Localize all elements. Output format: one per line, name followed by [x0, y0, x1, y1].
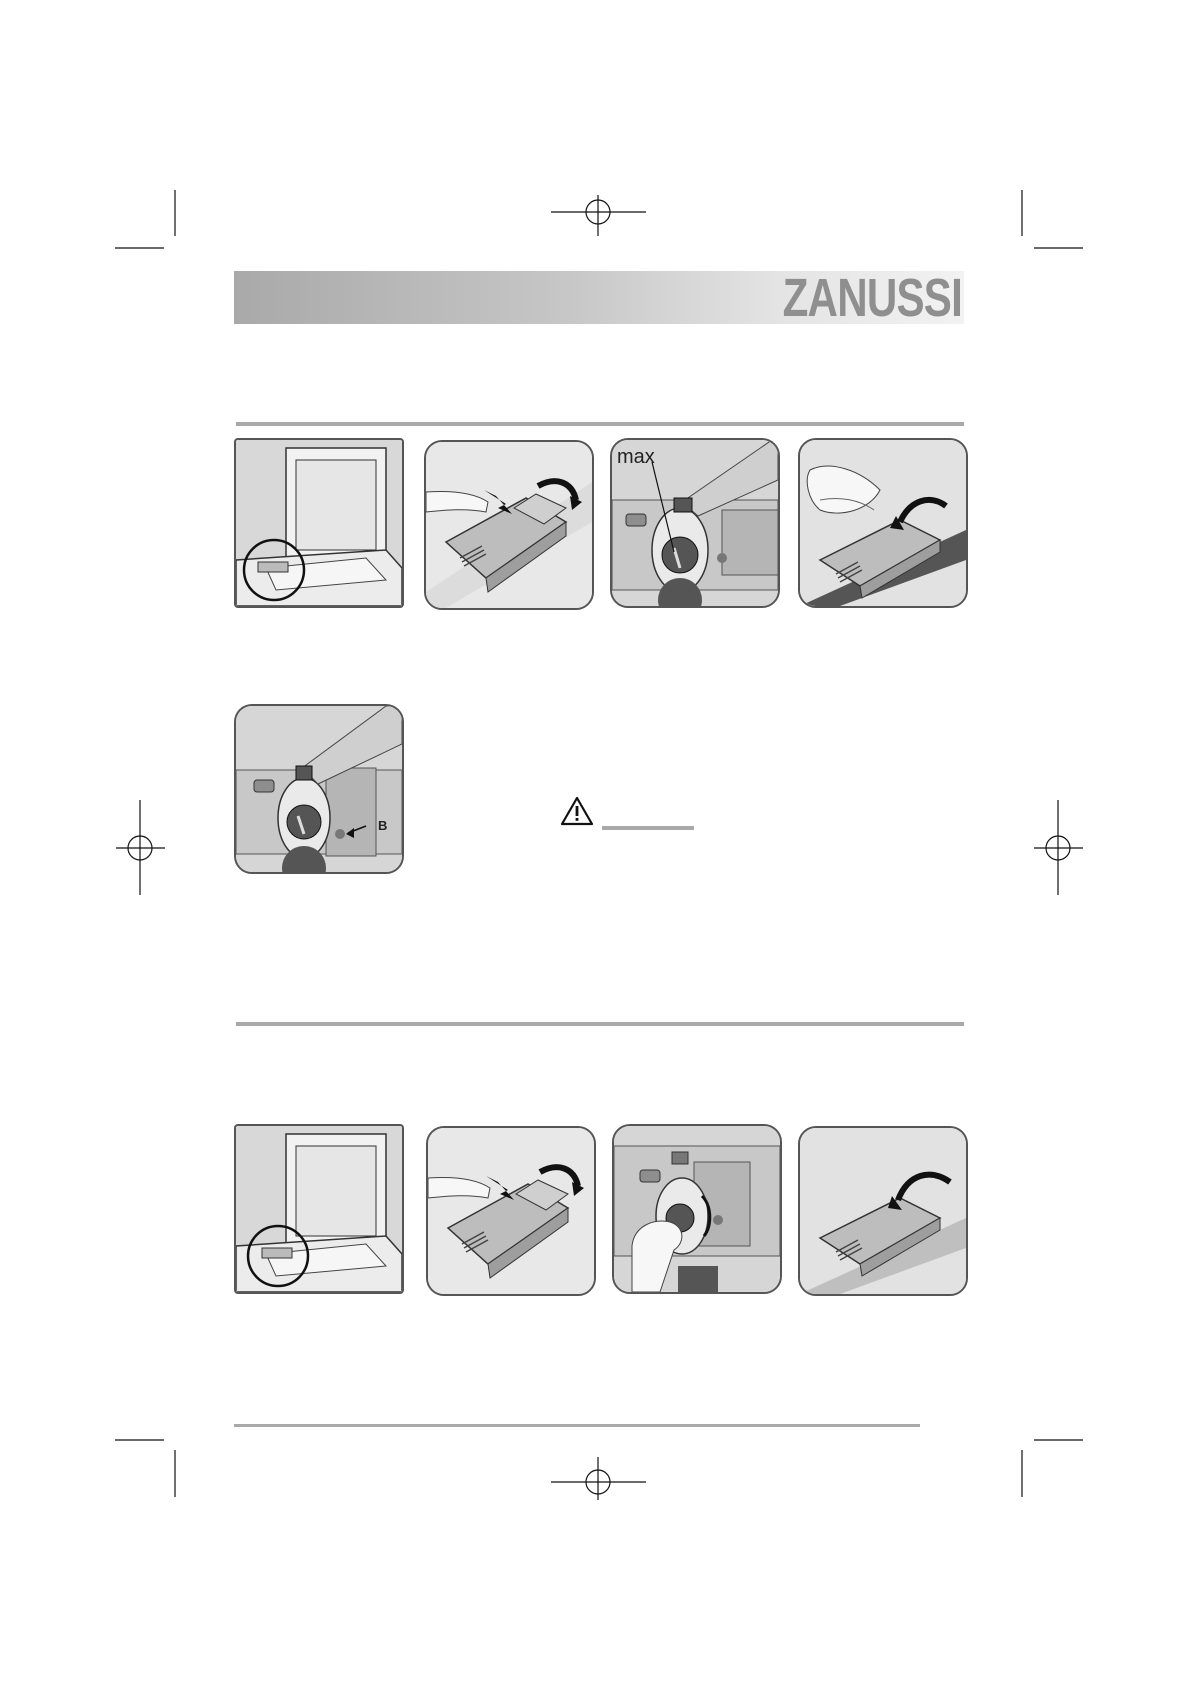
registration-target-top [551, 195, 646, 236]
hand-turning-selector-icon [614, 1126, 780, 1292]
registration-target-bottom [551, 1457, 646, 1500]
figure-turn-dosage-selector [612, 1124, 782, 1294]
close-lid-icon [800, 1128, 966, 1294]
header-band [234, 268, 964, 328]
figure-dishwasher-open [234, 438, 404, 608]
figure-dishwasher-open-2 [234, 1124, 404, 1294]
press-button-open-lid-icon [426, 442, 592, 608]
section-rule-1 [236, 422, 964, 426]
open-dishwasher-dispenser-icon [236, 440, 402, 606]
registration-target-right [1034, 800, 1083, 895]
fill-indicator-icon [236, 706, 402, 872]
figure-fill-to-max [610, 438, 780, 608]
warning-heading-rule [602, 826, 694, 830]
figure-fill-indicator [234, 704, 404, 874]
footer-rule [234, 1424, 920, 1427]
max-label: max [617, 446, 655, 468]
wipe-spill-close-lid-icon [800, 440, 966, 606]
figure-close-lid [798, 1126, 968, 1296]
indicator-b-label: B [378, 818, 388, 833]
brand-logo: ZANUSSI [782, 268, 962, 328]
warning-triangle-icon [560, 796, 594, 826]
registration-target-left [116, 800, 165, 895]
figure-open-dispenser-lid [424, 440, 594, 610]
open-dishwasher-dispenser-icon [236, 1126, 402, 1292]
figure-wipe-and-close [798, 438, 968, 608]
press-button-open-lid-icon [428, 1128, 594, 1294]
section-rule-2 [236, 1022, 964, 1026]
figure-open-dispenser-lid-2 [426, 1126, 596, 1296]
